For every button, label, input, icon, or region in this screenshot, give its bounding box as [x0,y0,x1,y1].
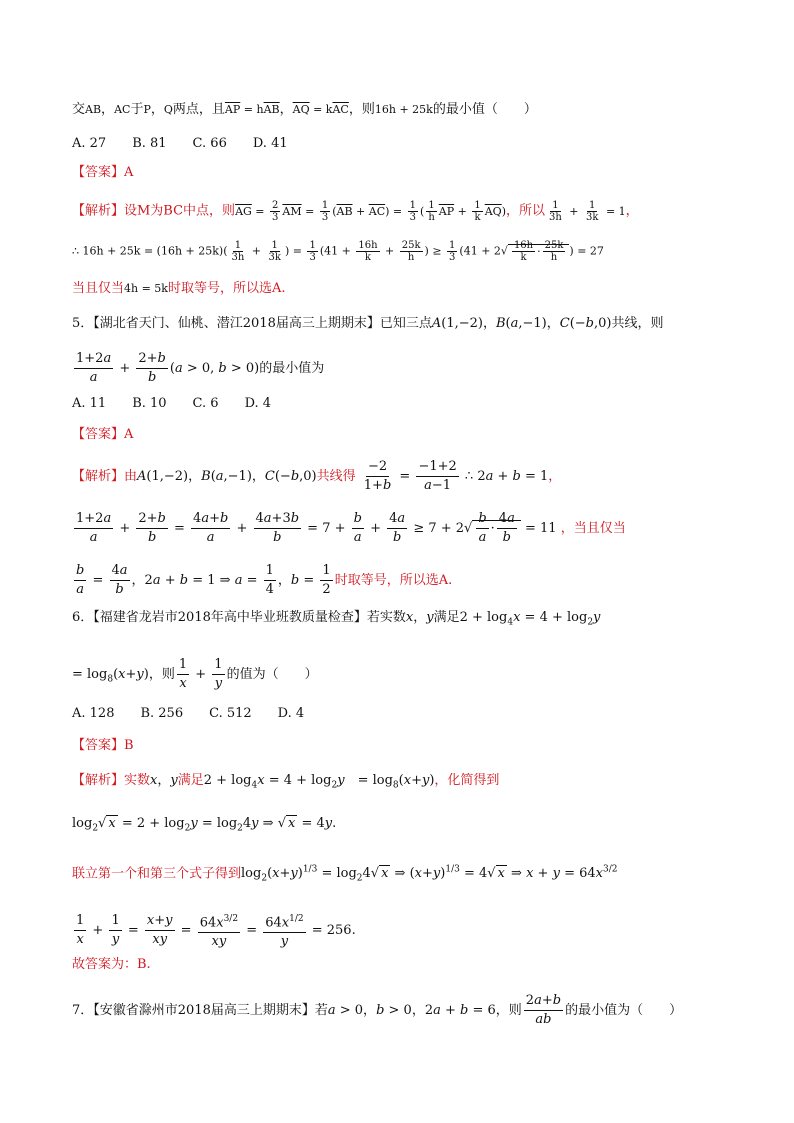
q4-stem: 交AB，AC于P，Q两点，且$\overline{AP} = h\overline{AB}$，$\overline{AQ} = k\overline{AC}$，则16h + 25k的最小值（ ） [72,102,537,117]
q5-answer: 【答案】A [72,427,134,442]
q4-answer: 【答案】A [72,165,134,180]
q4-options: A. 27 B. 81 C. 66 D. 41 [72,136,288,151]
q5-stem-2: $\frac{1+2a}{a}$ + $\frac{2+b}{b}$ (a > 0, b > 0)的最小值为 [76,351,325,385]
q4-analysis-3: 当且仅当4h = 5k时取等号，所以选A. [72,281,286,296]
q5-analysis-2: $\frac{1+2a}{a}$ + $\frac{2+b}{b}$ = $\frac{4a+b}{a}$ + $\frac{4a+3b}{b}$ = 7 + $\frac{b}{a}$ + $\frac{4a}{b}$ ≥ 7 + 2√ $\frac{b}{a}$ · $\frac{4a}{b}$ = 11 ，当且仅当 [76,511,626,545]
q4-analysis-1: 【解析】设M为BC中点，则$\overline{AG}$ = $\frac{2}{3}$ $\overline{AM}$ = $\frac{1}{3}$ $(\overline{AB} + \overline{AC})$ = $\frac{1}{3}$ ( $\frac{1}{h}$ $\overline{AP}$ + $\frac{1}{k}$ $\overline{AQ}$)，所以 $\frac{1}{3h}$ + $\frac{1}{3k}$ = 1， [72,200,639,223]
q5-analysis-3: $\frac{b}{a}$ = $\frac{4a}{b}$ ，2a + b = 1 ⇒ a = $\frac{1}{4}$ ，b = $\frac{1}{2}$ 时取等号，所以选A. [76,563,453,597]
q5-analysis-1: 【解析】由A(1,−2)，B(a,−1)，C(−b,0)共线得 $\frac{-2}{1+b}$ = $\frac{-1+2}{a-1}$ ∴ 2a + b = 1， [72,459,562,493]
q5-stem-1: 5．【湖北省天门、仙桃、潜江2018届高三上期期末】已知三点A(1,−2)，B(a,−1)，C(−b,0)共线，则 [72,316,664,331]
q6-answer: 【答案】B [72,738,134,753]
q6-analysis-4: $\frac{1}{x}$ + $\frac{1}{y}$ = $\frac{x+y}{xy}$ = $\frac{64x^{3/2}}{xy}$ = $\frac{64x^{1/2}}{y}$ = 256. [72,910,356,951]
q6-analysis-1: 【解析】实数x，y满足$2 + \log_4x = 4 + \log_2y$ = $\log_8(x+y)$，化简得到 [72,773,500,791]
q5-options: A. 11 B. 10 C. 6 D. 4 [72,396,272,411]
q4-analysis-2: ∴ 16h + 25k = (16h + 25k)( $\frac{1}{3h}$ + $\frac{1}{3k}$ ) = $\frac{1}{3}$ (41 + $\frac{16h}{k}$ + $\frac{25k}{h}$ ) ≥ $\frac{1}{3}$ (41 + 2√ $\frac{16h}{k}$ · $\frac{25k}{h}$ ) = 27 [72,240,604,263]
q6-options: A. 128 B. 256 C. 512 D. 4 [72,706,305,721]
q6-analysis-3: 联立第一个和第三个式子得到$\log_2(x+y)^{1/3} = \log_24√$ x ⇒ $(x+y)^{1/3} = 4√$ x ⇒ $x + y = 64x^{3/2}$ [72,865,618,884]
q7-stem: 7．【安徽省滁州市2018届高三上期期末】若a > 0，b > 0，2a + b = 6，则 $\frac{2a+b}{ab}$ 的最小值为（ ） [72,993,683,1027]
q6-conclusion: 故答案为：B. [72,957,151,972]
q6-stem-2: = $\log_8(x+y)$，则 $\frac{1}{x}$ + $\frac{1}{y}$ 的值为（ ） [72,657,318,691]
q6-stem-1: 6．【福建省龙岩市2018年高中毕业班教质量检查】若实数x，y满足$2 + \log_4x = 4 + \log_2y$ [72,610,601,628]
q6-analysis-2: $\log_2√$ $x = 2 + \log_2y = \log_24y$ ⇒ √ x = 4y. [72,816,337,834]
